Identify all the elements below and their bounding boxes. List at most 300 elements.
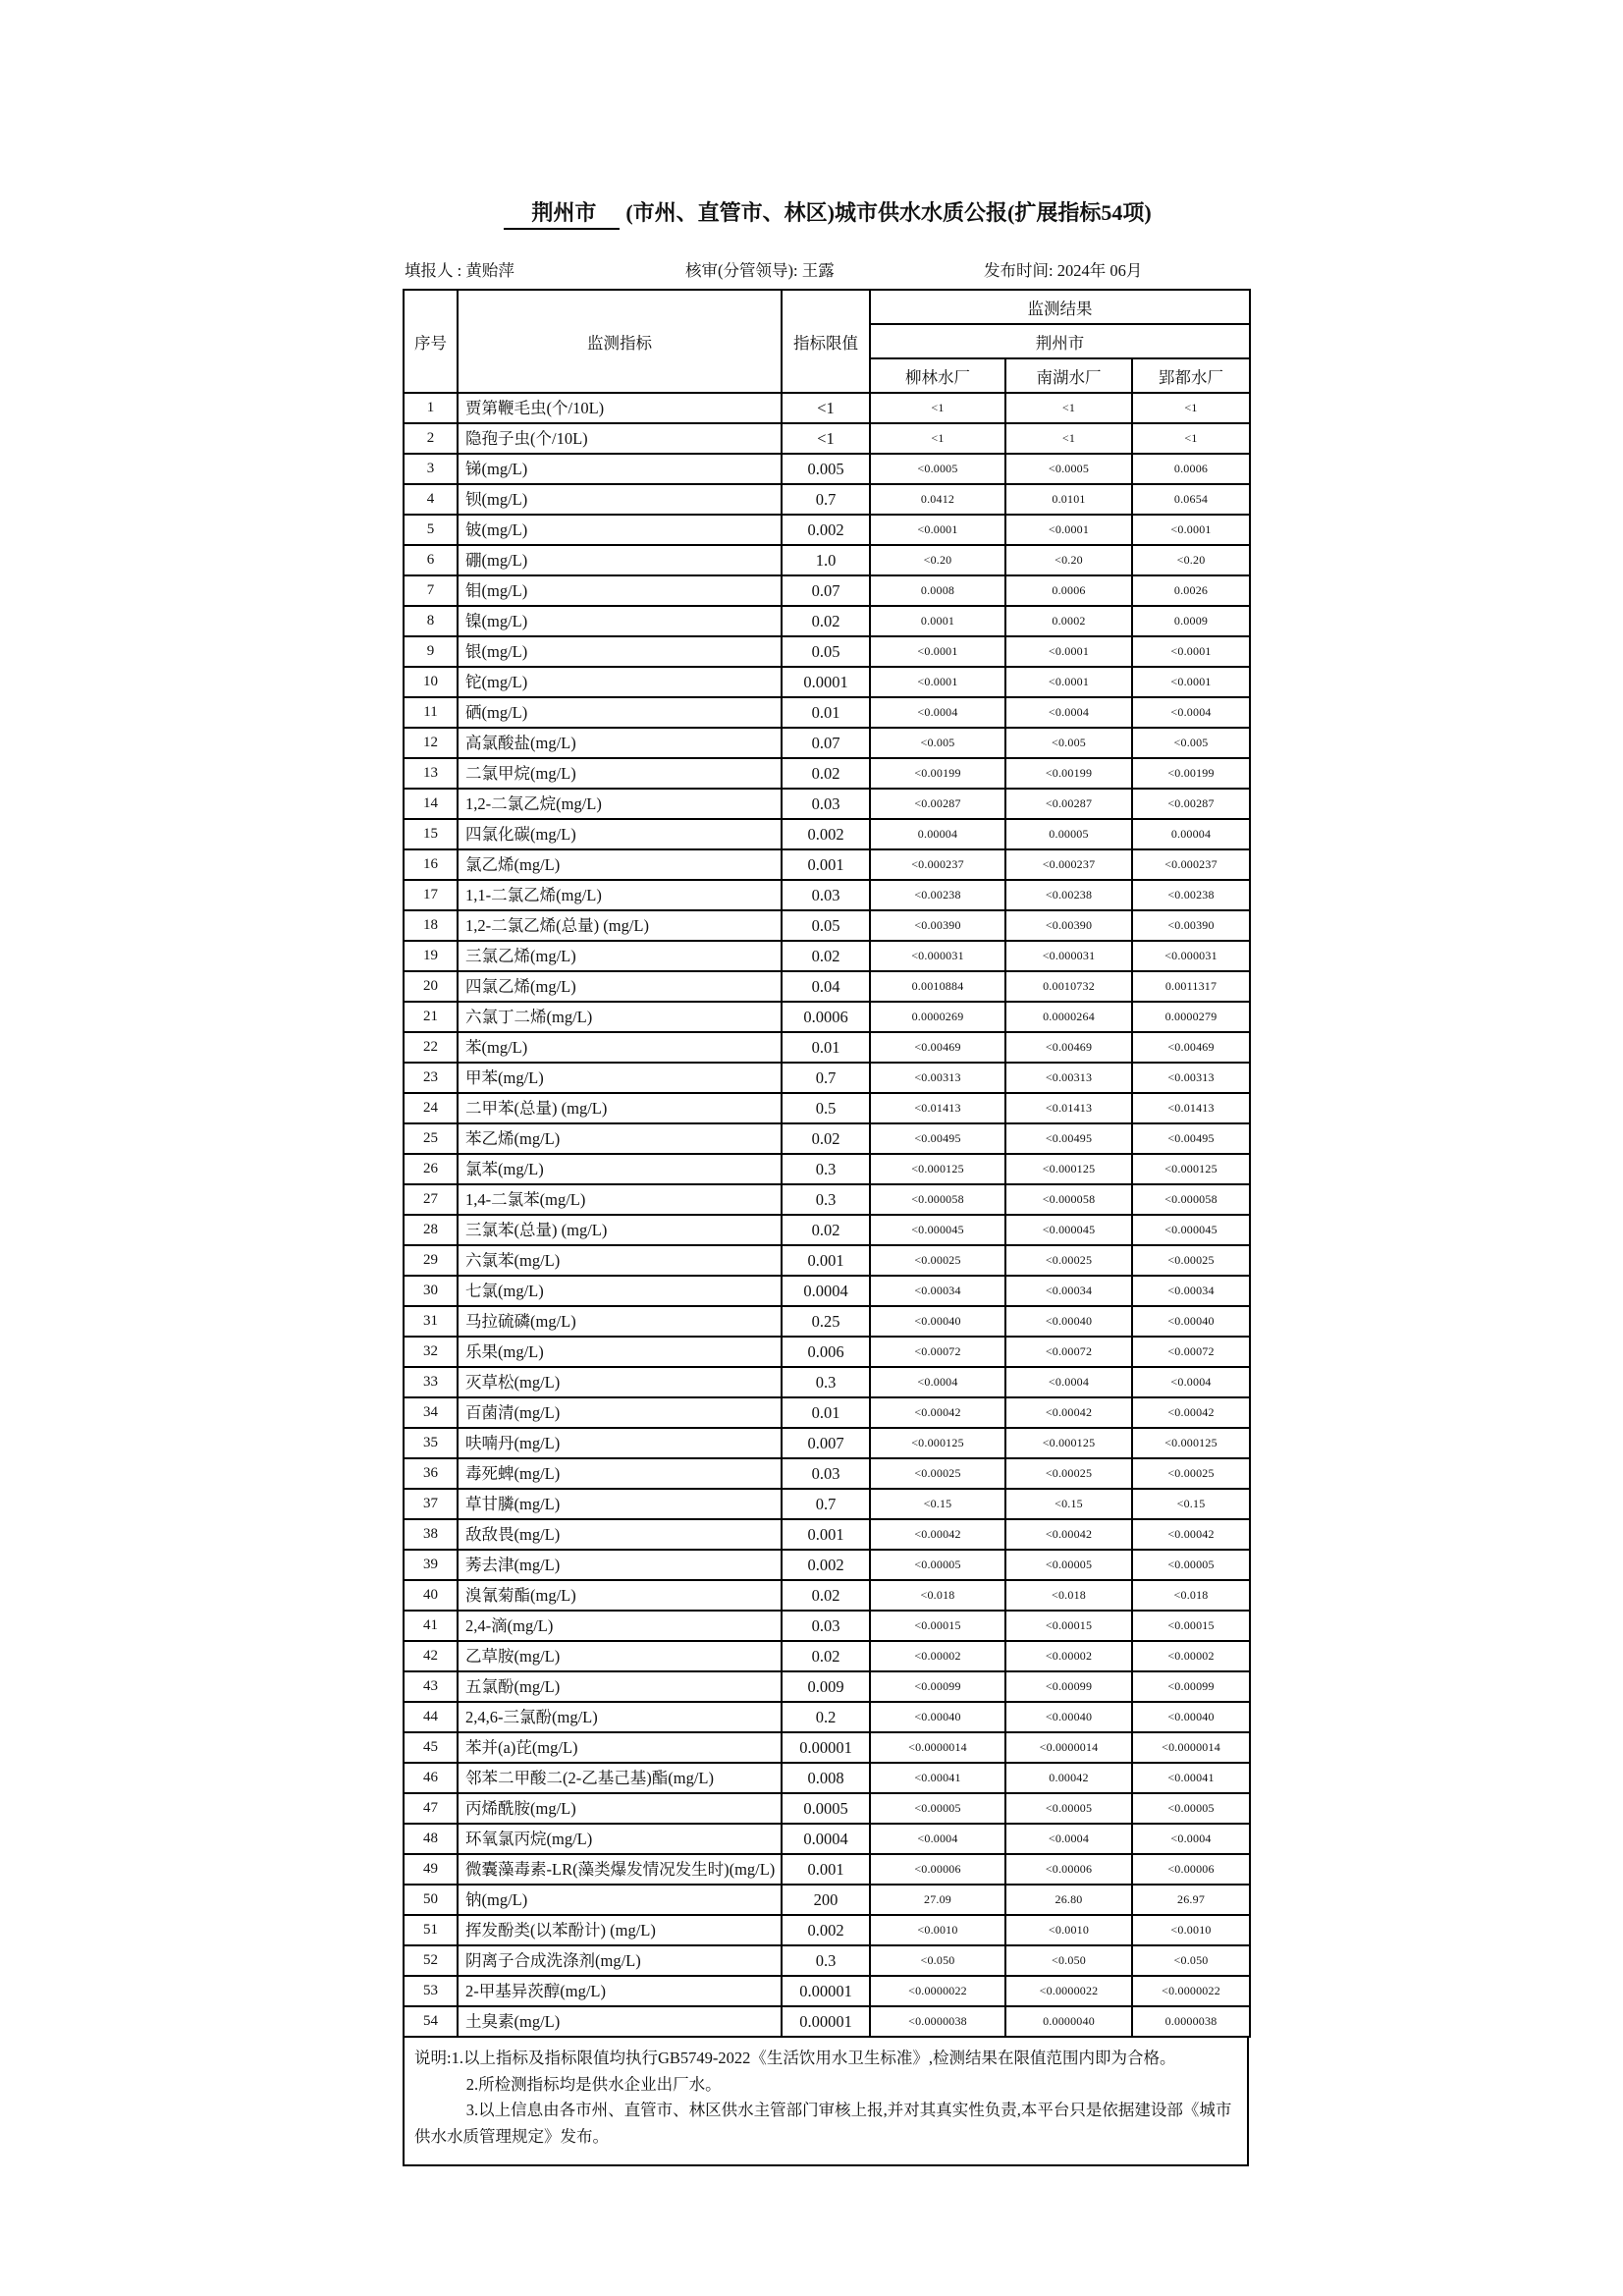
- table-row: [404, 636, 1250, 667]
- table-row: [404, 1245, 1250, 1276]
- row-seq: 1: [404, 393, 458, 423]
- result-nanhu: <0.000125: [1005, 1154, 1132, 1184]
- result-nanhu: <0.00034: [1005, 1276, 1132, 1306]
- indicator-name: 二氯甲烷(mg/L): [458, 758, 782, 789]
- result-liulin: <0.0001: [870, 515, 1005, 545]
- result-yingdu: <0.00199: [1132, 758, 1250, 789]
- limit-value: 0.02: [782, 1123, 870, 1154]
- result-nanhu: <0.0004: [1005, 697, 1132, 728]
- result-yingdu: <0.000237: [1132, 849, 1250, 880]
- result-nanhu: <0.00287: [1005, 789, 1132, 819]
- result-yingdu: 26.97: [1132, 1885, 1250, 1915]
- limit-value: 0.01: [782, 1032, 870, 1063]
- limit-value: 0.006: [782, 1337, 870, 1367]
- result-liulin: <0.00313: [870, 1063, 1005, 1093]
- indicator-name: 贾第鞭毛虫(个/10L): [458, 393, 782, 423]
- result-nanhu: <0.00390: [1005, 910, 1132, 941]
- result-liulin: <1: [870, 423, 1005, 454]
- row-seq: 27: [404, 1184, 458, 1215]
- limit-value: 0.008: [782, 1763, 870, 1793]
- table-row: [404, 758, 1250, 789]
- limit-value: 0.002: [782, 819, 870, 849]
- result-yingdu: <0.00313: [1132, 1063, 1250, 1093]
- table-row: [404, 1976, 1250, 2006]
- result-liulin: 0.0001: [870, 606, 1005, 636]
- indicator-name: 铊(mg/L): [458, 667, 782, 697]
- limit-value: 1.0: [782, 545, 870, 575]
- table-row: [404, 880, 1250, 910]
- result-yingdu: 0.00004: [1132, 819, 1250, 849]
- indicator-name: 乙草胺(mg/L): [458, 1641, 782, 1671]
- result-liulin: <0.00238: [870, 880, 1005, 910]
- limit-value: <1: [782, 423, 870, 454]
- table-row: [404, 1337, 1250, 1367]
- limit-value: 0.001: [782, 1854, 870, 1885]
- result-liulin: <0.018: [870, 1580, 1005, 1611]
- limit-value: 0.00001: [782, 1732, 870, 1763]
- result-liulin: <0.00495: [870, 1123, 1005, 1154]
- row-seq: 11: [404, 697, 458, 728]
- row-seq: 26: [404, 1154, 458, 1184]
- row-seq: 49: [404, 1854, 458, 1885]
- row-seq: 46: [404, 1763, 458, 1793]
- table-row: [404, 1702, 1250, 1732]
- table-body: [404, 393, 1250, 2037]
- result-nanhu: <0.00025: [1005, 1245, 1132, 1276]
- result-nanhu: <0.00313: [1005, 1063, 1132, 1093]
- table-row: [404, 484, 1250, 515]
- result-nanhu: <0.000058: [1005, 1184, 1132, 1215]
- result-liulin: <0.00199: [870, 758, 1005, 789]
- result-nanhu: <0.15: [1005, 1489, 1132, 1519]
- result-yingdu: 0.0011317: [1132, 971, 1250, 1002]
- indicator-name: 三氯乙烯(mg/L): [458, 941, 782, 971]
- result-nanhu: <0.000237: [1005, 849, 1132, 880]
- row-seq: 45: [404, 1732, 458, 1763]
- row-seq: 34: [404, 1397, 458, 1428]
- row-seq: 50: [404, 1885, 458, 1915]
- header-seq: 序号: [404, 290, 458, 393]
- row-seq: 5: [404, 515, 458, 545]
- result-nanhu: <0.0001: [1005, 667, 1132, 697]
- indicator-name: 二甲苯(总量) (mg/L): [458, 1093, 782, 1123]
- result-liulin: <0.00469: [870, 1032, 1005, 1063]
- result-yingdu: <0.018: [1132, 1580, 1250, 1611]
- table-row: [404, 1458, 1250, 1489]
- table-row: [404, 1306, 1250, 1337]
- result-liulin: <0.00041: [870, 1763, 1005, 1793]
- result-liulin: <0.00006: [870, 1854, 1005, 1885]
- indicator-name: 邻苯二甲酸二(2-乙基己基)酯(mg/L): [458, 1763, 782, 1793]
- result-nanhu: <0.00042: [1005, 1397, 1132, 1428]
- table-row: [404, 1611, 1250, 1641]
- row-seq: 30: [404, 1276, 458, 1306]
- indicator-name: 六氯丁二烯(mg/L): [458, 1002, 782, 1032]
- result-liulin: <0.0000022: [870, 1976, 1005, 2006]
- table-row: [404, 1824, 1250, 1854]
- indicator-name: 百菌清(mg/L): [458, 1397, 782, 1428]
- result-yingdu: <0.000045: [1132, 1215, 1250, 1245]
- table-row: [404, 667, 1250, 697]
- header-indicator: 监测指标: [458, 290, 782, 393]
- header-city: 荆州市: [870, 324, 1250, 358]
- limit-value: 0.007: [782, 1428, 870, 1458]
- indicator-name: 1,2-二氯乙烯(总量) (mg/L): [458, 910, 782, 941]
- limit-value: 0.0001: [782, 667, 870, 697]
- result-yingdu: <0.00005: [1132, 1793, 1250, 1824]
- result-liulin: <0.000045: [870, 1215, 1005, 1245]
- result-nanhu: <0.00006: [1005, 1854, 1132, 1885]
- header-plant-yingdu: 郢都水厂: [1132, 358, 1250, 393]
- result-yingdu: <0.000125: [1132, 1154, 1250, 1184]
- indicator-name: 五氯酚(mg/L): [458, 1671, 782, 1702]
- limit-value: 0.25: [782, 1306, 870, 1337]
- limit-value: 0.02: [782, 941, 870, 971]
- indicator-name: 莠去津(mg/L): [458, 1550, 782, 1580]
- result-liulin: <0.00025: [870, 1458, 1005, 1489]
- row-seq: 47: [404, 1793, 458, 1824]
- result-nanhu: <1: [1005, 393, 1132, 423]
- table-row: [404, 606, 1250, 636]
- row-seq: 39: [404, 1550, 458, 1580]
- limit-value: 0.01: [782, 697, 870, 728]
- limit-value: 0.02: [782, 1580, 870, 1611]
- result-liulin: <0.00005: [870, 1550, 1005, 1580]
- limit-value: 0.02: [782, 1641, 870, 1671]
- result-nanhu: <0.00002: [1005, 1641, 1132, 1671]
- result-liulin: <0.00287: [870, 789, 1005, 819]
- result-yingdu: 0.0009: [1132, 606, 1250, 636]
- result-nanhu: <0.0004: [1005, 1824, 1132, 1854]
- row-seq: 7: [404, 575, 458, 606]
- table-row: [404, 1885, 1250, 1915]
- table-row: [404, 1489, 1250, 1519]
- table-header: [404, 290, 1250, 393]
- result-yingdu: <0.000125: [1132, 1428, 1250, 1458]
- result-liulin: <0.0004: [870, 697, 1005, 728]
- row-seq: 43: [404, 1671, 458, 1702]
- row-seq: 24: [404, 1093, 458, 1123]
- row-seq: 20: [404, 971, 458, 1002]
- table-row: [404, 393, 1250, 423]
- result-nanhu: <0.00238: [1005, 880, 1132, 910]
- table-row: [404, 1002, 1250, 1032]
- indicator-name: 溴氰菊酯(mg/L): [458, 1580, 782, 1611]
- indicator-name: 呋喃丹(mg/L): [458, 1428, 782, 1458]
- result-yingdu: <0.0000014: [1132, 1732, 1250, 1763]
- table-row: [404, 1915, 1250, 1945]
- result-liulin: <0.0001: [870, 636, 1005, 667]
- limit-value: 0.001: [782, 1245, 870, 1276]
- result-yingdu: 0.0000279: [1132, 1002, 1250, 1032]
- table-row: [404, 1550, 1250, 1580]
- table-row: [404, 1123, 1250, 1154]
- limit-value: 0.002: [782, 1915, 870, 1945]
- result-yingdu: <0.00072: [1132, 1337, 1250, 1367]
- row-seq: 18: [404, 910, 458, 941]
- indicator-name: 1,1-二氯乙烯(mg/L): [458, 880, 782, 910]
- result-yingdu: <0.00025: [1132, 1245, 1250, 1276]
- result-liulin: <0.00099: [870, 1671, 1005, 1702]
- table-row: [404, 1428, 1250, 1458]
- table-row: [404, 1367, 1250, 1397]
- result-nanhu: <0.000125: [1005, 1428, 1132, 1458]
- limit-value: 0.07: [782, 575, 870, 606]
- result-liulin: <0.01413: [870, 1093, 1005, 1123]
- result-yingdu: <0.00238: [1132, 880, 1250, 910]
- table-row: [404, 454, 1250, 484]
- table-row: [404, 2006, 1250, 2037]
- result-yingdu: <0.00099: [1132, 1671, 1250, 1702]
- result-liulin: <0.20: [870, 545, 1005, 575]
- indicator-name: 乐果(mg/L): [458, 1337, 782, 1367]
- header-limit: 指标限值: [782, 290, 870, 393]
- table-row: [404, 819, 1250, 849]
- indicator-name: 硼(mg/L): [458, 545, 782, 575]
- limit-value: 0.002: [782, 1550, 870, 1580]
- result-liulin: <0.000125: [870, 1428, 1005, 1458]
- limit-value: 0.07: [782, 728, 870, 758]
- row-seq: 16: [404, 849, 458, 880]
- result-yingdu: <0.0001: [1132, 636, 1250, 667]
- result-liulin: <0.00040: [870, 1702, 1005, 1732]
- indicator-name: 灭草松(mg/L): [458, 1367, 782, 1397]
- limit-value: 0.02: [782, 606, 870, 636]
- result-yingdu: <0.0004: [1132, 697, 1250, 728]
- result-liulin: <0.000125: [870, 1154, 1005, 1184]
- result-nanhu: <0.005: [1005, 728, 1132, 758]
- result-liulin: <0.00015: [870, 1611, 1005, 1641]
- table-row: [404, 1641, 1250, 1671]
- limit-value: 0.3: [782, 1367, 870, 1397]
- row-seq: 12: [404, 728, 458, 758]
- result-nanhu: 0.0101: [1005, 484, 1132, 515]
- table-row: [404, 1945, 1250, 1976]
- result-nanhu: 0.0006: [1005, 575, 1132, 606]
- indicator-name: 苯(mg/L): [458, 1032, 782, 1063]
- indicator-name: 四氯乙烯(mg/L): [458, 971, 782, 1002]
- result-yingdu: <0.00469: [1132, 1032, 1250, 1063]
- result-liulin: <0.005: [870, 728, 1005, 758]
- header-plant-nanhu: 南湖水厂: [1005, 358, 1132, 393]
- result-yingdu: <0.000031: [1132, 941, 1250, 971]
- result-liulin: <0.00390: [870, 910, 1005, 941]
- limit-value: 0.02: [782, 758, 870, 789]
- result-nanhu: 26.80: [1005, 1885, 1132, 1915]
- result-yingdu: <0.005: [1132, 728, 1250, 758]
- indicator-name: 钡(mg/L): [458, 484, 782, 515]
- table-row: [404, 697, 1250, 728]
- indicator-name: 钠(mg/L): [458, 1885, 782, 1915]
- row-seq: 19: [404, 941, 458, 971]
- table-row: [404, 1397, 1250, 1428]
- indicator-name: 2,4-滴(mg/L): [458, 1611, 782, 1641]
- table-row: [404, 1063, 1250, 1093]
- limit-value: 0.0006: [782, 1002, 870, 1032]
- result-yingdu: <0.00015: [1132, 1611, 1250, 1641]
- result-yingdu: <0.00042: [1132, 1397, 1250, 1428]
- indicator-name: 马拉硫磷(mg/L): [458, 1306, 782, 1337]
- limit-value: 200: [782, 1885, 870, 1915]
- row-seq: 32: [404, 1337, 458, 1367]
- result-liulin: <0.00005: [870, 1793, 1005, 1824]
- result-nanhu: 0.0002: [1005, 606, 1132, 636]
- result-liulin: <0.00042: [870, 1519, 1005, 1550]
- indicator-name: 氯乙烯(mg/L): [458, 849, 782, 880]
- row-seq: 53: [404, 1976, 458, 2006]
- result-yingdu: <0.0004: [1132, 1824, 1250, 1854]
- indicator-name: 钼(mg/L): [458, 575, 782, 606]
- publish-date-field: 发布时间: 2024年 06月: [984, 261, 1143, 280]
- result-nanhu: <0.20: [1005, 545, 1132, 575]
- limit-value: 0.2: [782, 1702, 870, 1732]
- result-nanhu: 0.0000264: [1005, 1002, 1132, 1032]
- result-nanhu: <0.00469: [1005, 1032, 1132, 1063]
- result-liulin: <0.00002: [870, 1641, 1005, 1671]
- row-seq: 21: [404, 1002, 458, 1032]
- table-row: [404, 423, 1250, 454]
- indicator-name: 丙烯酰胺(mg/L): [458, 1793, 782, 1824]
- result-nanhu: <0.00072: [1005, 1337, 1132, 1367]
- indicator-name: 甲苯(mg/L): [458, 1063, 782, 1093]
- note-line-1: 说明:1.以上指标及指标限值均执行GB5749-2022《生活饮用水卫生标准》,检测结果在限值范围内即为合格。: [414, 2049, 1176, 2067]
- result-nanhu: 0.00005: [1005, 819, 1132, 849]
- row-seq: 38: [404, 1519, 458, 1550]
- result-yingdu: <1: [1132, 423, 1250, 454]
- title-city-name: 荆州市: [504, 196, 620, 230]
- result-liulin: 0.0008: [870, 575, 1005, 606]
- limit-value: 0.009: [782, 1671, 870, 1702]
- result-nanhu: 0.0010732: [1005, 971, 1132, 1002]
- result-liulin: 0.0010884: [870, 971, 1005, 1002]
- result-nanhu: <0.000031: [1005, 941, 1132, 971]
- result-liulin: <0.000237: [870, 849, 1005, 880]
- table-row: [404, 1184, 1250, 1215]
- result-yingdu: <0.0004: [1132, 1367, 1250, 1397]
- result-liulin: 0.0412: [870, 484, 1005, 515]
- limit-value: 0.05: [782, 910, 870, 941]
- indicator-name: 隐孢子虫(个/10L): [458, 423, 782, 454]
- row-seq: 23: [404, 1063, 458, 1093]
- table-row: [404, 849, 1250, 880]
- result-yingdu: 0.0654: [1132, 484, 1250, 515]
- row-seq: 6: [404, 545, 458, 575]
- table-row: [404, 1580, 1250, 1611]
- result-liulin: <0.0005: [870, 454, 1005, 484]
- result-liulin: 27.09: [870, 1885, 1005, 1915]
- result-yingdu: <0.00002: [1132, 1641, 1250, 1671]
- result-nanhu: <0.0004: [1005, 1367, 1132, 1397]
- result-liulin: <0.000058: [870, 1184, 1005, 1215]
- result-yingdu: <0.000058: [1132, 1184, 1250, 1215]
- result-nanhu: <0.00040: [1005, 1702, 1132, 1732]
- result-liulin: <0.00025: [870, 1245, 1005, 1276]
- result-yingdu: <0.00006: [1132, 1854, 1250, 1885]
- result-nanhu: <0.00015: [1005, 1611, 1132, 1641]
- limit-value: 0.01: [782, 1397, 870, 1428]
- result-liulin: <0.0004: [870, 1367, 1005, 1397]
- result-liulin: <0.00042: [870, 1397, 1005, 1428]
- result-nanhu: <0.000045: [1005, 1215, 1132, 1245]
- table-row: [404, 1215, 1250, 1245]
- limit-value: 0.00001: [782, 1976, 870, 2006]
- result-nanhu: <0.00042: [1005, 1519, 1132, 1550]
- indicator-name: 锑(mg/L): [458, 454, 782, 484]
- indicator-name: 氯苯(mg/L): [458, 1154, 782, 1184]
- table-row: [404, 1093, 1250, 1123]
- result-liulin: <0.15: [870, 1489, 1005, 1519]
- table-row: [404, 728, 1250, 758]
- table-row: [404, 1763, 1250, 1793]
- limit-value: 0.0004: [782, 1824, 870, 1854]
- limit-value: 0.7: [782, 1489, 870, 1519]
- limit-value: <1: [782, 393, 870, 423]
- result-liulin: 0.00004: [870, 819, 1005, 849]
- table-row: [404, 515, 1250, 545]
- result-liulin: <0.00072: [870, 1337, 1005, 1367]
- limit-value: 0.5: [782, 1093, 870, 1123]
- limit-value: 0.03: [782, 1611, 870, 1641]
- result-liulin: <0.0004: [870, 1824, 1005, 1854]
- limit-value: 0.0004: [782, 1276, 870, 1306]
- table-row: [404, 1154, 1250, 1184]
- indicator-name: 苯并(a)芘(mg/L): [458, 1732, 782, 1763]
- result-yingdu: 0.0026: [1132, 575, 1250, 606]
- limit-value: 0.002: [782, 515, 870, 545]
- result-nanhu: 0.0000040: [1005, 2006, 1132, 2037]
- result-liulin: <0.0000014: [870, 1732, 1005, 1763]
- row-seq: 48: [404, 1824, 458, 1854]
- row-seq: 40: [404, 1580, 458, 1611]
- indicator-name: 挥发酚类(以苯酚计) (mg/L): [458, 1915, 782, 1945]
- result-yingdu: <0.00042: [1132, 1519, 1250, 1550]
- table-row: [404, 971, 1250, 1002]
- indicator-name: 三氯苯(总量) (mg/L): [458, 1215, 782, 1245]
- limit-value: 0.3: [782, 1945, 870, 1976]
- table-row: [404, 1854, 1250, 1885]
- result-nanhu: <0.00199: [1005, 758, 1132, 789]
- result-nanhu: <0.00495: [1005, 1123, 1132, 1154]
- limit-value: 0.3: [782, 1184, 870, 1215]
- result-liulin: <0.0010: [870, 1915, 1005, 1945]
- row-seq: 44: [404, 1702, 458, 1732]
- indicator-name: 四氯化碳(mg/L): [458, 819, 782, 849]
- result-liulin: <0.0000038: [870, 2006, 1005, 2037]
- table-row: [404, 789, 1250, 819]
- result-yingdu: <0.0010: [1132, 1915, 1250, 1945]
- row-seq: 52: [404, 1945, 458, 1976]
- result-nanhu: <0.0000022: [1005, 1976, 1132, 2006]
- result-yingdu: 0.0006: [1132, 454, 1250, 484]
- header-result-group: 监测结果: [870, 290, 1250, 324]
- indicator-name: 环氧氯丙烷(mg/L): [458, 1824, 782, 1854]
- result-nanhu: <0.0001: [1005, 636, 1132, 667]
- filler-field: 填报人 : 黄贻萍: [405, 261, 514, 280]
- result-nanhu: <0.00005: [1005, 1793, 1132, 1824]
- limit-value: 0.05: [782, 636, 870, 667]
- result-yingdu: <0.0000022: [1132, 1976, 1250, 2006]
- result-liulin: <0.050: [870, 1945, 1005, 1976]
- row-seq: 31: [404, 1306, 458, 1337]
- result-liulin: <0.00040: [870, 1306, 1005, 1337]
- indicator-name: 2-甲基异茨醇(mg/L): [458, 1976, 782, 2006]
- notes-box: [403, 2036, 1249, 2166]
- table-row: [404, 1732, 1250, 1763]
- result-nanhu: <0.050: [1005, 1945, 1132, 1976]
- row-seq: 22: [404, 1032, 458, 1063]
- table-row: [404, 575, 1250, 606]
- result-liulin: <0.000031: [870, 941, 1005, 971]
